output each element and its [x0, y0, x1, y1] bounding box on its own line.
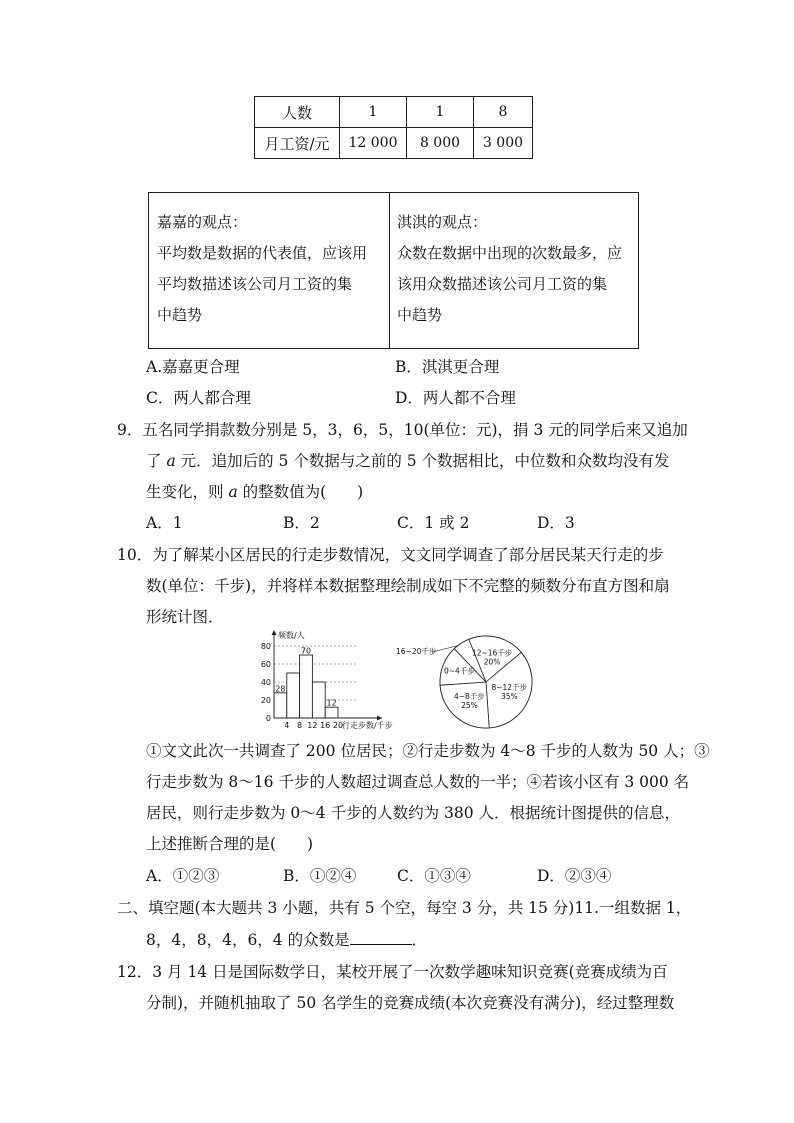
question-9-line [146, 449, 670, 471]
table-cell: 1 [340, 97, 407, 128]
table-cell: 3 000 [474, 128, 533, 159]
bar-value-label: 12 [326, 698, 337, 708]
opinion-line: 中趋势 [397, 306, 443, 324]
x-tick-label: 20 [332, 721, 344, 730]
table-header-cell: 人数 [255, 97, 340, 128]
option-a: A．①②③ [146, 867, 220, 885]
statement-line: 行走步数为 8～16 千步的人数超过调查总人数的一半；④若该小区有 3 000 名 [146, 773, 690, 791]
opinion-line: 平均数是数据的代表值，应该用 [157, 244, 368, 262]
text-span: ． [411, 931, 428, 949]
section-heading: 二、填空题(本大题共 3 小题，共有 5 个空，每空 3 分，共 15 分)11.一组数据 1， [117, 899, 692, 917]
histogram-bar [274, 693, 287, 718]
y-tick-label: 0 [265, 714, 271, 723]
x-tick-label: 8 [297, 721, 303, 730]
table-row [255, 128, 533, 159]
y-tick-label: 80 [260, 642, 271, 651]
table-cell: 8 000 [407, 128, 474, 159]
option-c: C．两人都合理 [146, 389, 251, 407]
histogram-bar [312, 682, 325, 718]
option-a: A．1 [146, 514, 183, 532]
table-cell: 1 [407, 97, 474, 128]
text-span: 元．追加后的 5 个数据与之前的 5 个数据相比，中位数和众数均没有发 [175, 452, 670, 470]
table-row [255, 97, 533, 128]
x-tick-label: 4 [284, 721, 290, 730]
x-tick-label: 12 [307, 721, 318, 730]
opinion-line: 中趋势 [157, 306, 203, 324]
text-span: 生变化，则 [146, 483, 229, 501]
variable-a: a [228, 483, 238, 501]
question-10-line: 数(单位：千步)，并将样本数据整理绘制成如下不完整的频数分布直方图和扇 [146, 577, 670, 595]
question-11-line [146, 928, 427, 950]
histogram-bar [325, 707, 338, 718]
option-c: C．①③④ [397, 867, 471, 885]
table-header-cell: 月工资/元 [255, 128, 340, 159]
question-9-line: 9．五名同学捐款数分别是 5，3，6，5，10(单位：元)，捐 3 元的同学后来又追加 [117, 421, 688, 439]
opinion-line: 平均数描述该公司月工资的集 [157, 275, 353, 293]
option-b: B．①②④ [283, 867, 357, 885]
table-cell: 12 000 [340, 128, 407, 159]
pie-slice-percent: 20% [483, 657, 501, 667]
text-span: 了 [146, 452, 167, 470]
statement-line: ①文文此次一共调查了 200 位居民；②行走步数为 4～8 千步的人数为 50 人；③ [146, 742, 710, 760]
option-d: D．②③④ [537, 867, 612, 885]
option-d: D．3 [537, 514, 575, 532]
opinion-title: 嘉嘉的观点： [157, 213, 248, 231]
histogram-group [261, 630, 393, 730]
bar-value-label: 70 [300, 646, 312, 656]
question-12-line: 分制)，并随机抽取了 50 名学生的竞赛成绩(本次竞赛没有满分)，经过整理数 [146, 994, 675, 1012]
statement-line: 上述推断合理的是( ) [146, 835, 314, 853]
wage-table [254, 96, 533, 159]
option-a: A.嘉嘉更合理 [146, 358, 240, 376]
x-axis-arrow [377, 716, 382, 721]
y-tick-label: 40 [260, 678, 271, 687]
opinion-title: 淇淇的观点： [397, 213, 488, 231]
text-span: 8，4，8，4，6，4 的众数是 [146, 931, 350, 949]
histogram-bar [287, 673, 300, 718]
option-c: C．1 或 2 [397, 514, 470, 532]
option-b: B．2 [283, 514, 320, 532]
opinion-line: 众数在数据中出现的次数最多，应 [397, 244, 623, 262]
y-axis-label: 频数/人 [278, 631, 305, 640]
x-tick-label: 16 [320, 721, 331, 730]
variable-a: a [166, 452, 176, 470]
pie-slice-label: 0~4千步 [443, 666, 475, 676]
pie-slice-label: 16~20千步 [396, 647, 437, 656]
pie-slice-label: 8~12千步 [491, 682, 528, 692]
pie-slice-percent: 25% [461, 701, 478, 711]
pie-slice-label: 4~8千步 [453, 692, 485, 702]
text-span: 的整数值为( ) [237, 483, 364, 501]
question-12-line: 12．3 月 14 日是国际数学日，某校开展了一次数学趣味知识竞赛(竞赛成绩为百 [117, 963, 668, 981]
pie-chart [394, 632, 536, 732]
pie-group [396, 636, 532, 728]
opinion-qiqi [389, 193, 643, 348]
question-10-line: 10．为了解某小区居民的行走步数情况，文文同学调查了部分居民某天行走的步 [117, 546, 664, 564]
answer-blank [350, 930, 412, 945]
statement-line: 居民，则行走步数为 0～4 千步的人数约为 380 人．根据统计图提供的信息， [146, 804, 681, 822]
pie-slice-percent: 35% [500, 691, 518, 701]
opinion-jiajia [149, 193, 390, 348]
question-10-line: 形统计图． [146, 608, 224, 626]
opinions-box [148, 192, 639, 349]
pie-slice-label: 12~16千步 [471, 648, 513, 658]
histogram-bar [300, 655, 313, 718]
opinion-line: 该用众数描述该公司月工资的集 [397, 275, 608, 293]
y-axis-arrow [272, 630, 277, 635]
bar-value-label: 28 [275, 684, 286, 694]
question-9-line [146, 480, 363, 502]
option-b: B．淇淇更合理 [395, 358, 500, 376]
option-d: D．两人都不合理 [395, 389, 516, 407]
x-axis-label: 行走步数/千步 [342, 721, 393, 730]
y-tick-label: 60 [260, 660, 271, 669]
table-cell: 8 [474, 97, 533, 128]
y-tick-label: 20 [260, 696, 271, 705]
